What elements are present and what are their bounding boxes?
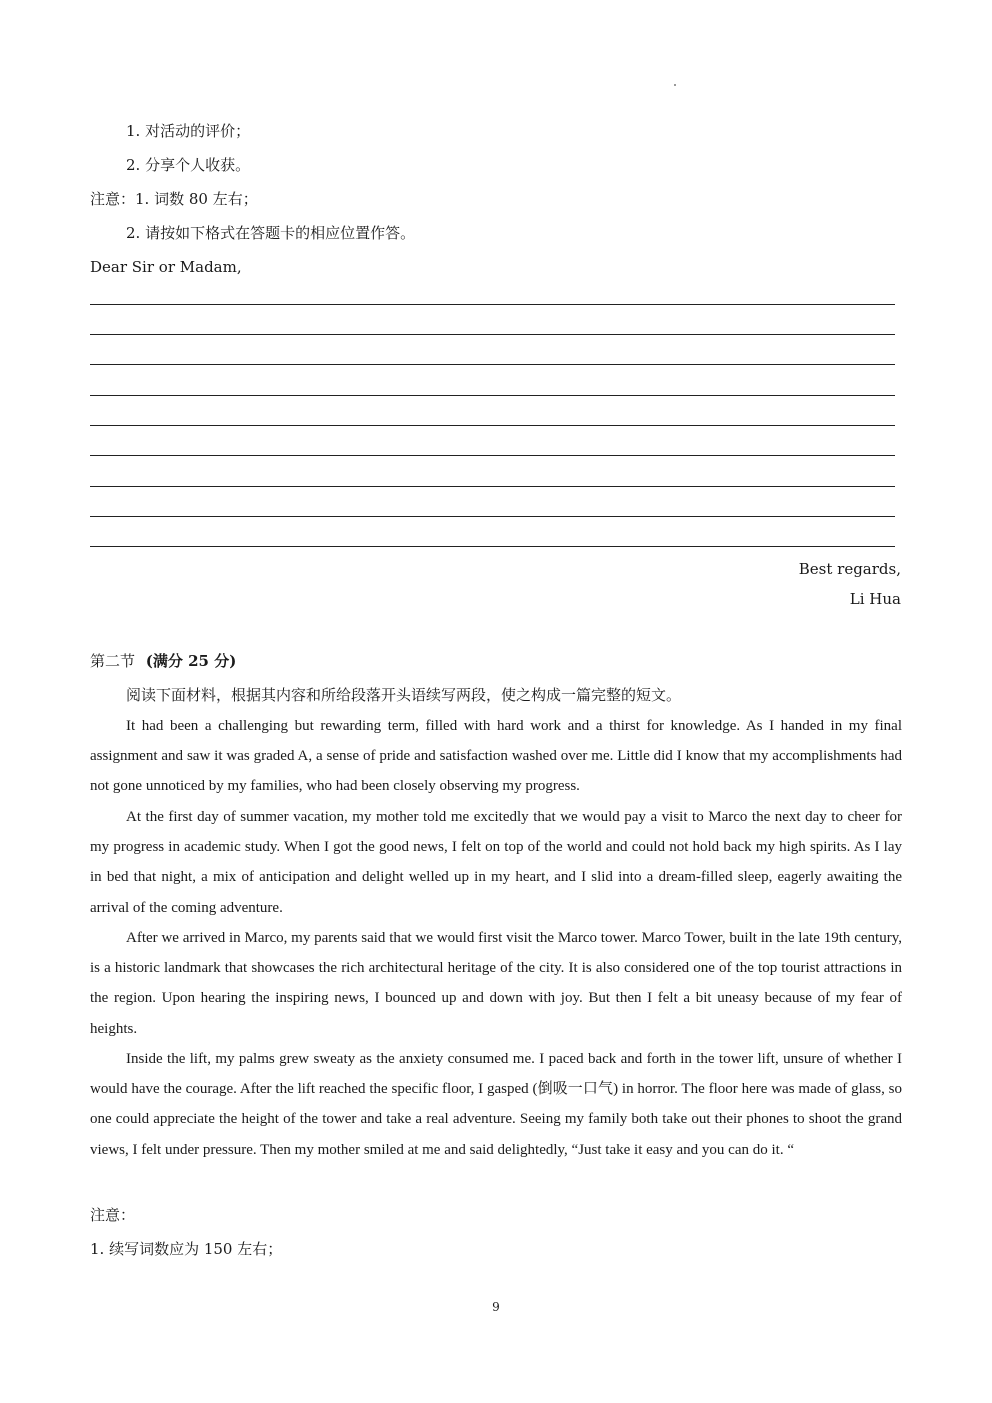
- answer-line: [90, 455, 895, 456]
- answer-line: [90, 425, 895, 426]
- salutation: Dear Sir or Madam,: [90, 258, 242, 276]
- section-score: (满分 25 分): [145, 652, 237, 670]
- word-count-note: 1. 续写词数应为 150 左右；: [90, 1240, 283, 1258]
- story-paragraph-3: After we arrived in Marco, my parents said that we would first visit the Marco tower. Marco Tower, built in the late 19th century, is a historic landmark that showcases the rich architectural heritage of the city. It is also considered one of the top tourist attractions in the region. Upon hearing the inspiring news, I bounced up and down with joy. But then I felt a bit uneasy because of my fear of heights.: [90, 930, 902, 1037]
- answer-line: [90, 516, 895, 517]
- task-note-1: 注意：1. 词数 80 左右；: [90, 190, 258, 208]
- answer-line: [90, 486, 895, 487]
- section-title: 第二节: [90, 652, 136, 670]
- page-number: 9: [492, 1300, 500, 1314]
- answer-line: [90, 395, 895, 396]
- story-paragraph-4: Inside the lift, my palms grew sweaty as the anxiety consumed me. I paced back and forth in the tower lift, unsure of whether I would have the courage. After the lift reached the specific floor, I gasped (倒吸一口气) in horror. The floor here was made of glass, so one could appreciate the height of the tower and take a real adventure. Seeing my family both take out their phones to shoot the grand views, I felt under pressure. Then my mother smiled at me and said delightedly, “Just take it easy and you can do it. “: [90, 1051, 902, 1158]
- section-instruction: 阅读下面材料，根据其内容和所给段落开头语续写两段，使之构成一篇完整的短文。: [126, 686, 682, 704]
- section-heading: [90, 651, 236, 671]
- answer-line: [90, 304, 895, 305]
- answer-line: [90, 546, 895, 547]
- scan-dot: [674, 84, 676, 86]
- task-point-2: 2. 分享个人收获。: [126, 156, 251, 174]
- story-paragraph-2: At the first day of summer vacation, my mother told me excitedly that we would pay a visit to Marco the next day to cheer for my progress in academic study. When I got the good news, I felt on top of the world and could not hold back my high spirits. As I lay in bed that night, a mix of anticipation and delight welled up in my heart, and I slid into a dream-filled sleep, eagerly awaiting the arrival of the coming adventure.: [90, 809, 902, 916]
- story-paragraph-1: It had been a challenging but rewarding term, filled with hard work and a thirst for knowledge. As I handed in my final assignment and saw it was graded A, a sense of pride and satisfaction washed over me. Little did I know that my accomplishments had not gone unnoticed by my families, who had been closely observing my progress.: [90, 718, 902, 795]
- signature: Li Hua: [849, 590, 901, 608]
- task-note-2: 2. 请按如下格式在答题卡的相应位置作答。: [126, 224, 416, 242]
- answer-line: [90, 334, 895, 335]
- closing: Best regards,: [798, 560, 901, 578]
- task-point-1: 1. 对活动的评价；: [126, 122, 251, 140]
- note-label: 注意：: [90, 1206, 136, 1224]
- answer-line: [90, 364, 895, 365]
